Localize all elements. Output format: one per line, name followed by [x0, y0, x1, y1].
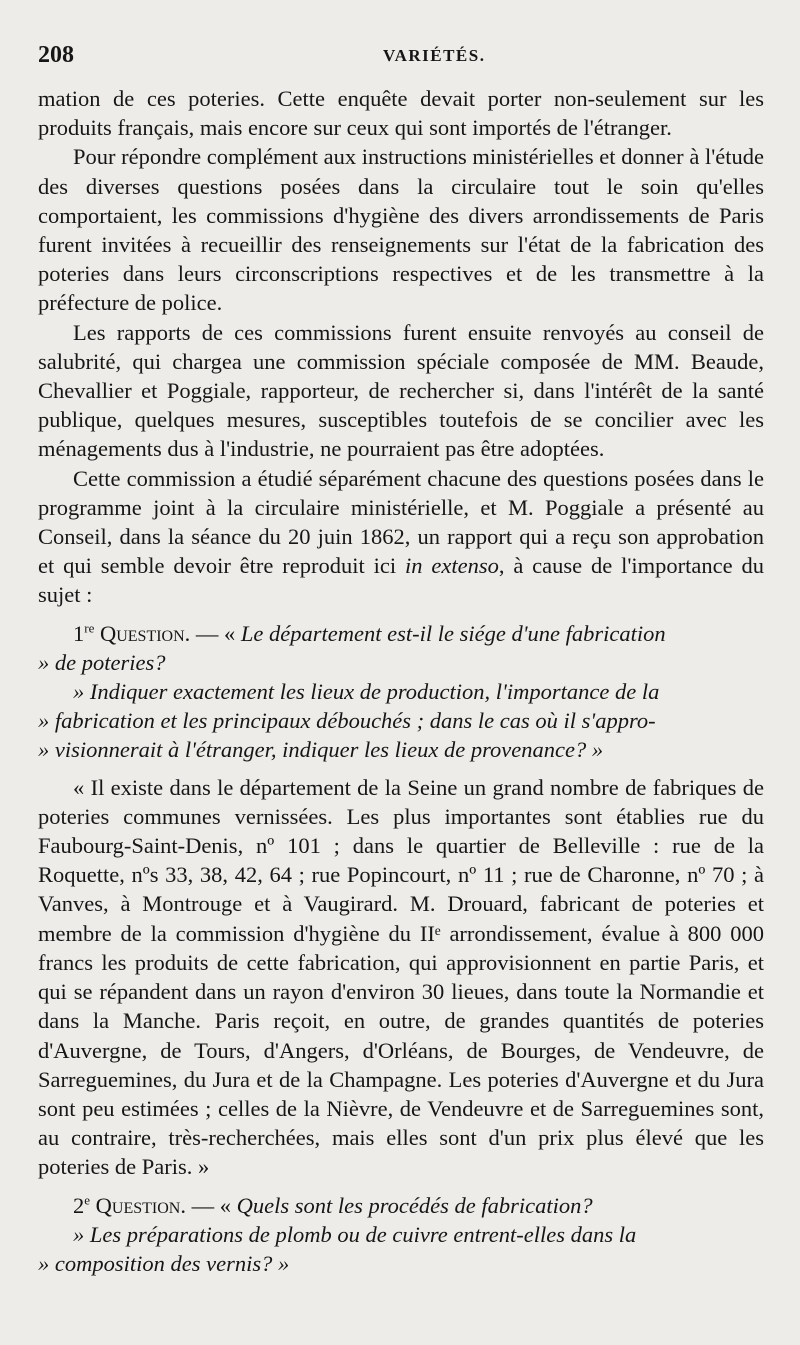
- question-1-detail-2: » fabrication et les principaux débouchés ; dans le cas où il s'appro-: [38, 708, 656, 734]
- in-extenso: in extenso: [404, 553, 499, 579]
- question-1-detail-3: » visionnerait à l'étranger, indiquer les lieux de provenance? »: [38, 737, 604, 763]
- question-1-ordinal: re: [84, 620, 95, 636]
- question-2-detail-1: » Les préparations de plomb ou de cuivre entrent-elles dans la: [73, 1221, 637, 1247]
- question-2-detail-2: » composition des vernis? »: [38, 1250, 290, 1276]
- paragraph-commissions: Les rapports de ces commissions furent ensuite renvoyés au conseil de salubrité, qui chargea une commission spéciale composée de MM. Beaude, Chevallier et Poggiale, rapporteur, de rechercher si, dans l'intérêt de la santé publique, quelques mesures, susceptibles toutefois de se concilier avec les ménagements dus à l'industrie, ne pourraient pas être adoptées.: [38, 319, 764, 462]
- question-2: [38, 1191, 764, 1220]
- page-body: [38, 84, 764, 1278]
- answer-1: « Il existe dans le département de la Seine un grand nombre de fabriques de poteries communes vernissées. Les plus importantes sont établies rue du Faubourg-Saint-Denis, nº 101 ; dans le quartier de Belleville : rue de la Roquette, nºs 33, 38, 42, 64 ; rue Popincourt, nº 11 ; rue de Charonne, nº 70 ; à Vanves, à Montrouge et à Vaugirard. M. Drouard, fabricant de poteries et membre de la commission d'hygiène du IIᵉ arrondissement, évalue à 800 000 francs les produits de cette fabrication, qui approvisionnent en partie Paris, et qui se répandent dans un rayon d'environ 30 lieues, dans toute la Normandie et dans la Manche. Paris reçoit, en outre, de grandes quantités de poteries d'Auvergne, de Tours, d'Angers, d'Orléans, de Bourges, de Vendeuvre, de Sarreguemines, du Jura et de la Champagne. Les poteries d'Auvergne et du Jura sont peu estimées ; celles de la Nièvre, de Vendeuvre et de Sarreguemines sont, au contraire, très-recherchées, mais elles sont d'un prix plus élevé que les poteries de Paris. »: [38, 774, 764, 1180]
- question-2-label: Question.: [95, 1192, 186, 1218]
- question-2-text: Quels sont les procédés de fabrication?: [236, 1192, 593, 1218]
- paragraph-continuation: mation de ces poteries. Cette enquête devait porter non-seulement sur les produits français, mais encore sur ceux qui sont importés de l'étranger.: [38, 86, 764, 141]
- running-head: VARIÉTÉS.: [383, 46, 486, 65]
- question-1-label: Question.: [99, 620, 191, 646]
- paragraph-study: [38, 464, 764, 610]
- paragraph-instructions: Pour répondre complément aux instructions ministérielles et donner à l'étude des diverses questions posées dans la circulaire tout le soin qu'elles comportaient, les commissions d'hygiène des divers arrondissements de Paris furent invitées à recueillir des renseignements sur l'état de la fabrication des poteries dans leurs circonscriptions respectives et de les transmettre à la préfecture de police.: [38, 144, 764, 316]
- question-2-ordinal: e: [84, 1192, 91, 1208]
- question-2-number: 2: [73, 1192, 85, 1218]
- question-2-dash: — «: [185, 1192, 237, 1218]
- question-1-detail-1: » Indiquer exactement les lieux de production, l'importance de la: [73, 679, 660, 705]
- paragraph-study-start: Cette commission a étudié séparément chacune des questions posées dans le programme joint à la circulaire ministérielle, et M. Poggiale a présenté au Conseil, dans la séance du 20 juin 1862, un rapport qui a reçu son approbation et qui semble devoir être reproduit ici: [38, 465, 764, 579]
- question-1-dash: — «: [190, 620, 241, 646]
- page-header: [38, 42, 762, 76]
- question-1-number: 1: [73, 620, 85, 646]
- question-1: [38, 619, 764, 648]
- page-number: 208: [38, 42, 74, 68]
- question-1-text: Le département est-il le siége d'une fabrication: [240, 620, 666, 646]
- paragraph-study-end: , à cause de l'importance du sujet :: [38, 553, 765, 608]
- question-1-continuation: » de poteries?: [38, 649, 166, 675]
